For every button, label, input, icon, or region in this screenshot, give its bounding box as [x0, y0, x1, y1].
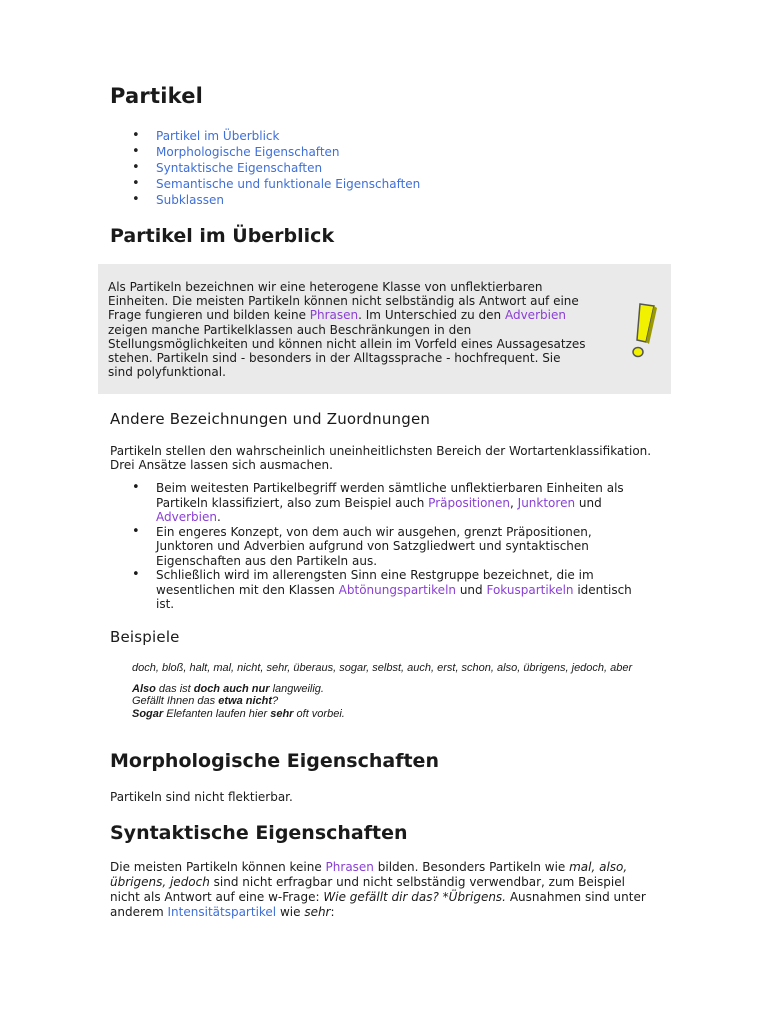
syntax-text: [110, 860, 650, 920]
link-intensitaetspartikel[interactable]: Intensitätspartikel: [167, 905, 277, 919]
link-abtoenungspartikeln[interactable]: Abtönungspartikeln: [338, 582, 457, 597]
morph-text: Partikeln sind nicht flektierbar.: [110, 790, 293, 804]
syntax-text-part: :: [330, 905, 335, 919]
examples-block: [132, 662, 662, 720]
heading-beispiele: Beispiele: [110, 628, 180, 646]
link-adverbien[interactable]: Adverbien: [504, 308, 566, 323]
example-particle: etwa nicht: [218, 695, 273, 708]
item-text: und: [575, 495, 602, 510]
syntax-italic: sehr: [304, 905, 331, 919]
item-text: ,: [510, 495, 518, 510]
toc-item: [110, 192, 420, 208]
andere-intro: Partikeln stellen den wahrscheinlich uneinheitlichsten Bereich der Wortartenklassifikation. Drei Ansätze lassen sich ausmachen.: [110, 444, 652, 472]
example-text: oft vorbei.: [293, 707, 345, 720]
syntax-text-part: Die meisten Partikeln können keine: [110, 860, 326, 874]
example-sentence: [132, 708, 662, 721]
table-of-contents: [110, 128, 420, 208]
page-title: Partikel: [110, 84, 204, 108]
item-text: .: [216, 510, 221, 524]
link-fokuspartikeln[interactable]: Fokuspartikeln: [486, 582, 574, 597]
syntax-italic: mal, also, übrigens, jedoch: [110, 860, 628, 889]
example-particle: sehr: [270, 707, 294, 720]
example-text: langweilig.: [269, 682, 324, 695]
andere-list: [110, 481, 650, 612]
heading-morphologie: Morphologische Eigenschaften: [110, 750, 439, 772]
example-sentence: [132, 695, 662, 708]
item-text: Schließlich wird im allerengsten Sinn eine Restgruppe bezeichnet, die im wesentlichen mit den Klassen: [156, 568, 594, 597]
overview-text-part: zeigen manche Partikelklassen auch Beschränkungen in den Stellungsmöglichkeiten und können nicht allein im Vorfeld eines Aussagesatzes stehen. Partikeln sind - besonders in der Alltagssprache - hochfrequent. Sie sind polyfunktional.: [108, 322, 586, 380]
syntax-text-part: Ausnahmen sind unter anderem: [110, 890, 646, 919]
syntax-text-part: sind nicht erfragbar und nicht selbständig verwendbar, zum Beispiel nicht als Antwort auf eine w-Frage:: [110, 875, 625, 904]
toc-link-morphologie[interactable]: Morphologische Eigenschaften: [156, 145, 340, 159]
example-text: Elefanten laufen hier: [163, 707, 271, 720]
list-item: [110, 568, 650, 612]
example-text: Gefällt Ihnen das: [132, 695, 219, 708]
item-text: und: [456, 582, 487, 597]
item-text: Ein engeres Konzept, von dem auch wir ausgehen, grenzt Präpositionen, Junktoren und Adverbien aufgrund von Satzgliedwert und syntaktischen Eigenschaften aus den Partikeln aus.: [156, 524, 592, 568]
example-particle: doch auch nur: [193, 682, 270, 695]
example-sentence: [132, 683, 662, 696]
link-junktoren[interactable]: Junktoren: [517, 495, 576, 510]
heading-ueberblick: Partikel im Überblick: [110, 225, 335, 247]
syntax-text-part: bilden. Besonders Partikeln wie: [373, 860, 570, 874]
overview-text-part: . Im Unterschied zu den: [358, 308, 505, 323]
exclamation-icon: [626, 302, 662, 362]
example-word-list: doch, bloß, halt, mal, nicht, sehr, überaus, sogar, selbst, auch, erst, schon, also, übrigens, jedoch, aber: [132, 662, 633, 674]
toc-link-ueberblick[interactable]: Partikel im Überblick: [156, 129, 280, 143]
toc-item: [110, 144, 420, 160]
toc-item: [110, 160, 420, 176]
link-adverbien-2[interactable]: Adverbien: [156, 510, 217, 524]
toc-item: [110, 128, 420, 144]
overview-box: [98, 264, 671, 394]
toc-link-subklassen[interactable]: Subklassen: [156, 193, 224, 207]
heading-andere: Andere Bezeichnungen und Zuordnungen: [110, 410, 431, 428]
example-particle: Sogar: [132, 707, 164, 720]
toc-link-syntax[interactable]: Syntaktische Eigenschaften: [156, 161, 323, 175]
syntax-text-part: wie: [276, 905, 305, 919]
example-particle: Also: [132, 682, 156, 695]
link-phrasen[interactable]: Phrasen: [309, 308, 359, 323]
heading-syntax: Syntaktische Eigenschaften: [110, 822, 408, 844]
overview-text: [108, 280, 588, 379]
toc-item: [110, 176, 420, 192]
list-item: [110, 525, 650, 569]
list-item: [110, 481, 650, 525]
link-praepositionen[interactable]: Präpositionen: [428, 495, 511, 510]
example-text: ?: [272, 695, 279, 708]
syntax-italic: Wie gefällt dir das? *Übrigens.: [323, 890, 506, 904]
link-phrasen-2[interactable]: Phrasen: [325, 860, 374, 874]
item-text: identisch ist.: [156, 582, 632, 611]
example-text: das ist: [155, 682, 194, 695]
overview-text-part: Als Partikeln bezeichnen wir eine heterogene Klasse von unflektierbaren Einheiten. Die meisten Partikeln können nicht selbständig als Antwort auf eine Frage fungieren und bilden keine: [108, 280, 579, 323]
toc-link-semantik[interactable]: Semantische und funktionale Eigenschaften: [156, 177, 421, 191]
item-text: Beim weitesten Partikelbegriff werden sämtliche unflektierbaren Einheiten als Partikeln klassifiziert, also zum Beispiel auch: [156, 481, 624, 510]
